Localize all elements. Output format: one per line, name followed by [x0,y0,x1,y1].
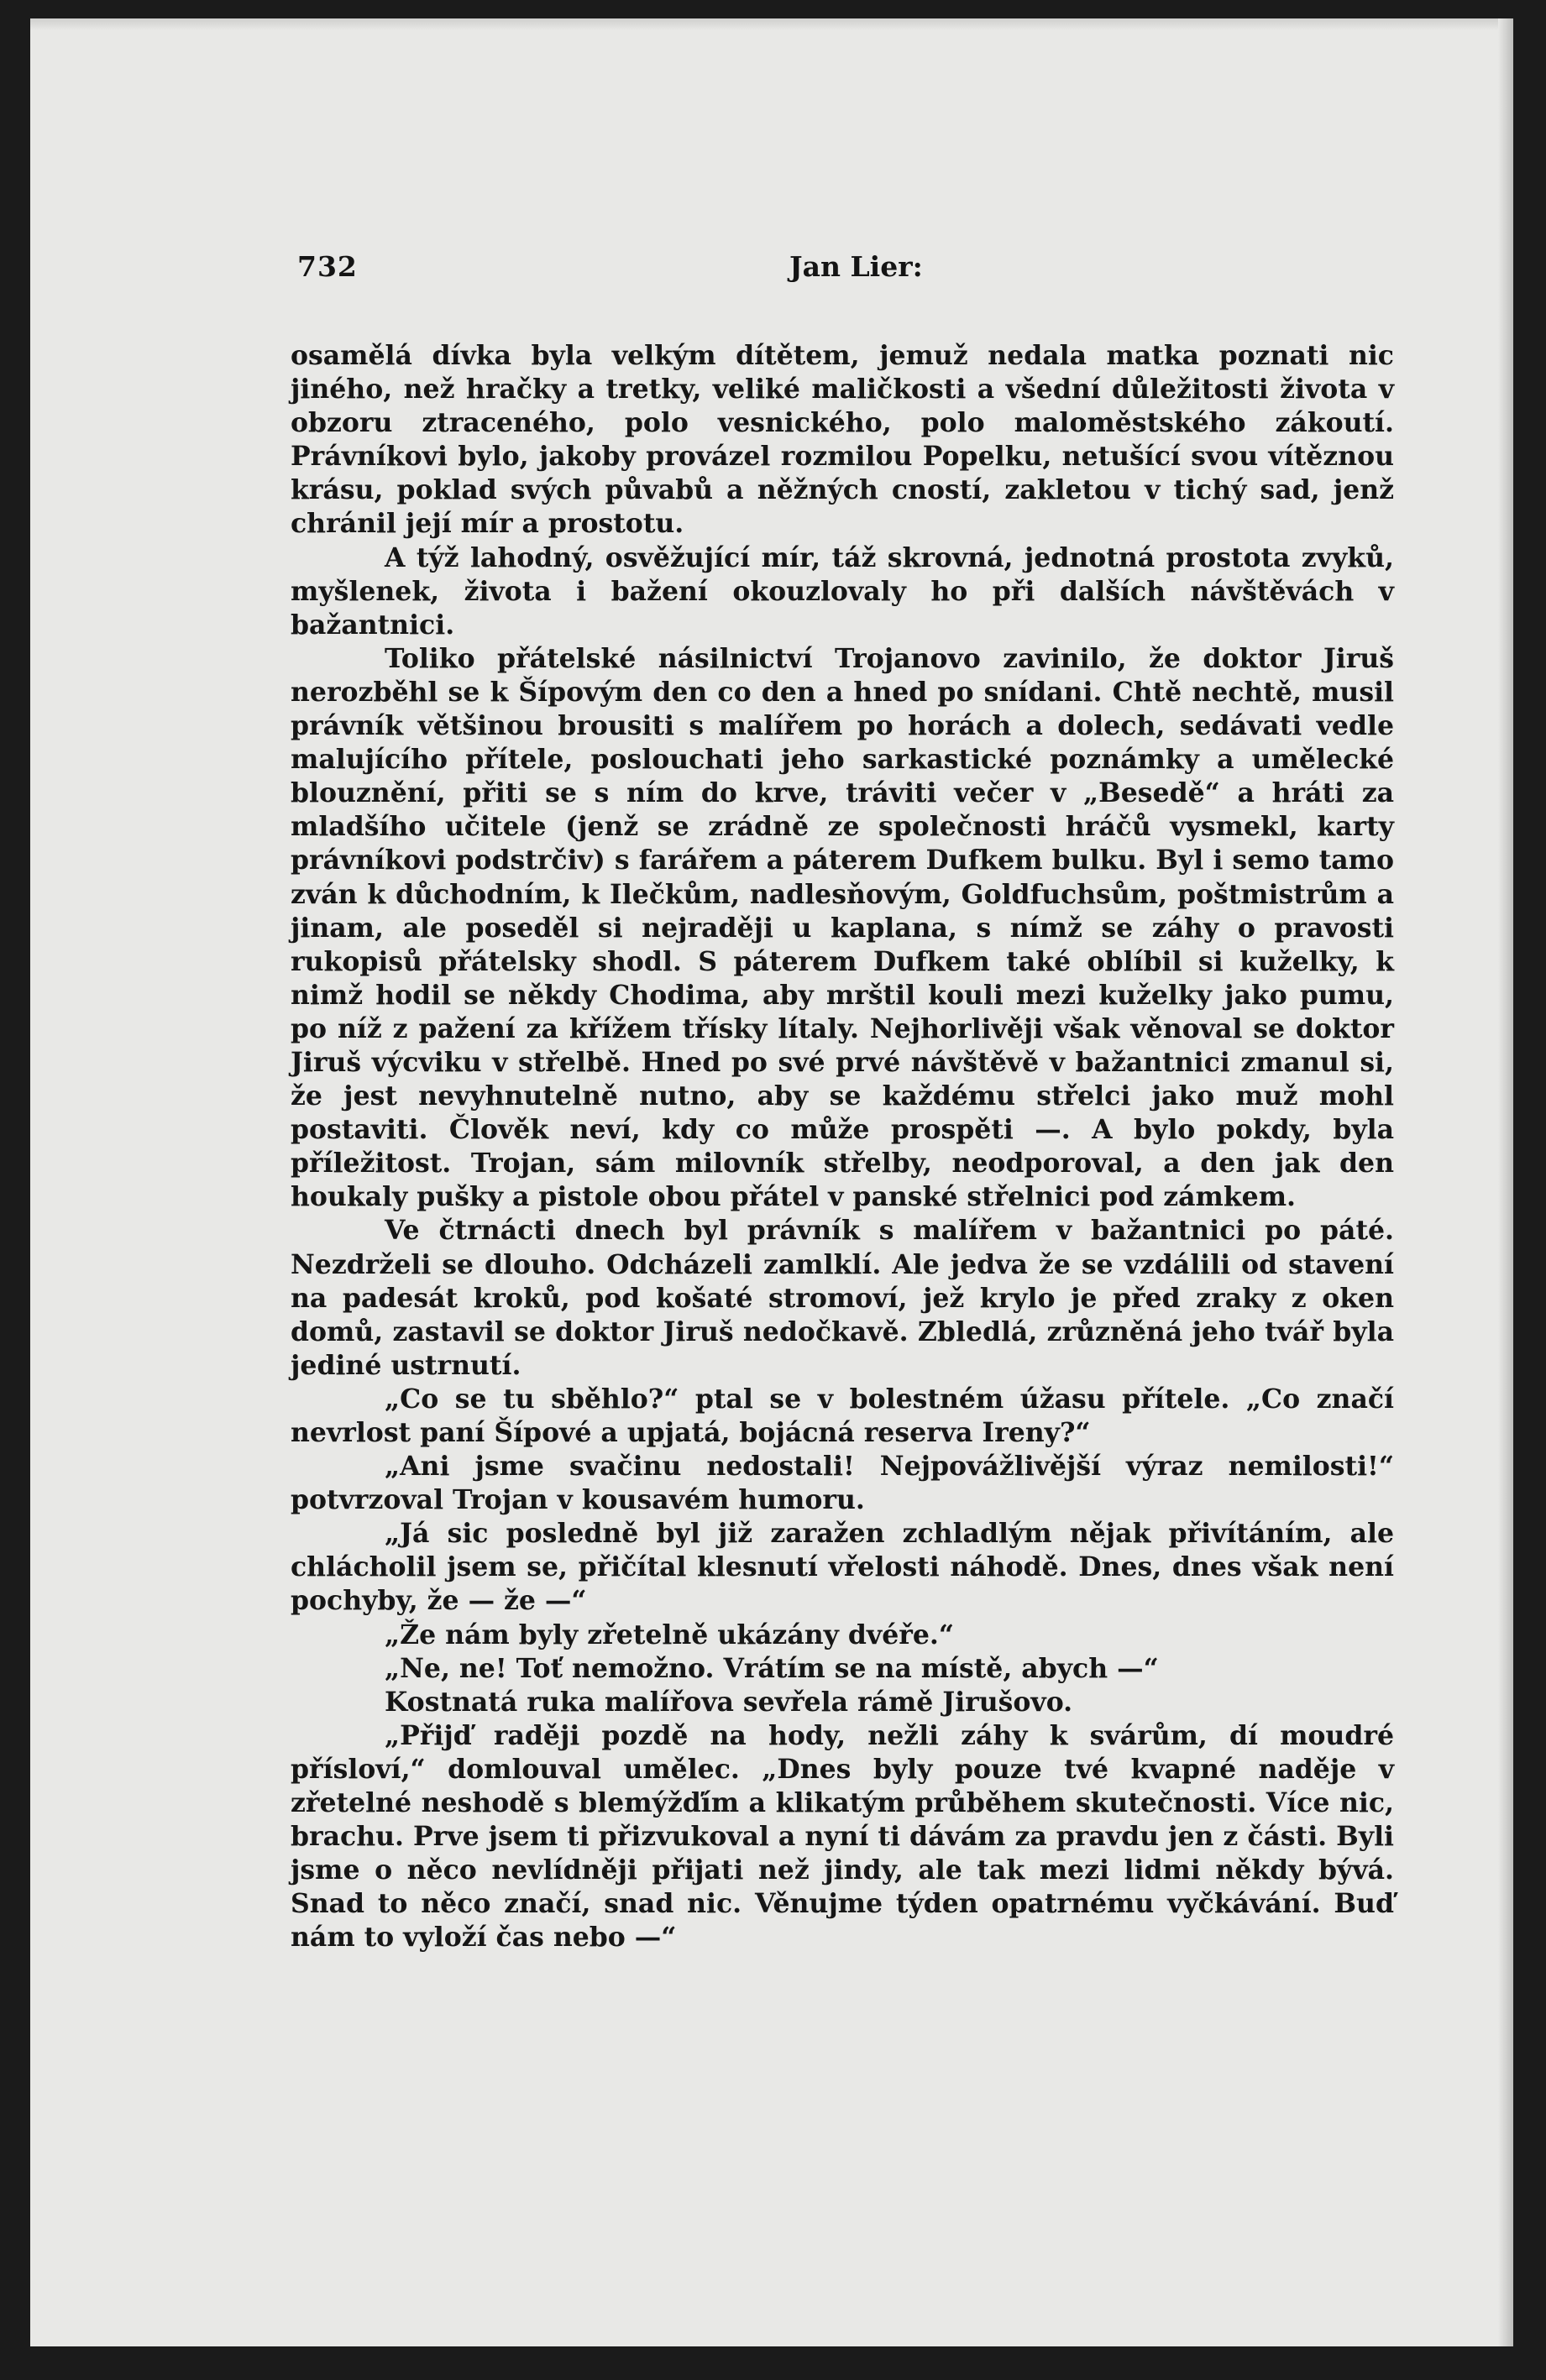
paragraph: „Já sic posledně byl již zaražen zchladlým nějak přivítáním, ale chlácholil jsem se, přičítal klesnutí vřelosti náhodě. Dnes, dnes však není pochyby, že — že —“ [291,1518,1394,1617]
paragraph: Toliko přátelské násilnictví Trojanovo zavinilo, že doktor Jiruš nerozběhl se k Šípovým den co den a hned po snídani. Chtě nechtě, musil právník většinou brousiti s malířem po horách a dolech, sedávati vedle malujícího přítele, poslouchati jeho sarkastické poznámky a umělecké blouznění, přiti se s ním do krve, tráviti večer v „Besedě“ a hráti za mladšího učitele (jenž se zrádně ze společnosti hráčů vysmekl, karty právníkovi podstrčiv) s farářem a páterem Dufkem bulku. Byl i semo tamo zván k důchodním, k Ilečkům, nadlesňovým, Goldfuchsům, poštmistrům a jinam, ale poseděl si nejraději u kaplana, s nímž se záhy o pravosti rukopisů přátelsky shodl. S páterem Dufkem také oblíbil si kuželky, k nimž hodil se někdy Chodima, aby mrštil kouli mezi kuželky jako pumu, po níž z pažení za křížem třísky lítaly. Nejhorlivěji však věnoval se doktor Jiruš výcviku v střelbě. Hned po své prvé návštěvě v bažantnici zmanul si, že jest nevyhnutelně nutno, aby se každému střelci jako muž mohl postaviti. Člověk neví, kdy co může prospěti —. A bylo pokdy, byla příležitost. Trojan, sám milovník střelby, neodporoval, a den jak den houkaly pušky a pistole obou přátel v panské střelnici pod zámkem. [291,642,1394,1213]
paragraph: „Že nám byly zřetelně ukázány dvéře.“ [385,1619,954,1650]
body-text [291,339,1394,1955]
paragraph: „Ne, ne! Toť nemožno. Vrátím se na místě, abych —“ [385,1652,1159,1684]
paragraph: Kostnatá ruka malířova sevřela rámě Jirušovo. [385,1686,1073,1718]
page-header [297,250,1473,292]
paragraph: osamělá dívka byla velkým dítětem, jemuž nedala matka poznati nic jiného, než hračky a tretky, veliké maličkosti a všední důležitosti života v obzoru ztraceného, polo vesnického, polo maloměstského zákoutí. Právníkovi bylo, jakoby provázel rozmilou Popelku, netušící svou vítěznou krásu, poklad svých půvabů a něžných cností, zakletou v tichý sad, jenž chránil její mír a prostotu. [291,340,1394,540]
paragraph: Ve čtrnácti dnech byl právník s malířem v bažantnici po páté. Nezdrželi se dlouho. Odcházeli zamlklí. Ale jedva že se vzdálili od stavení na padesát kroků, pod košaté stromoví, jež krylo je před zraky z oken domů, zastavil se doktor Jiruš nedočkavě. Zbledlá, zrůzněná jeho tvář byla jediné ustrnutí. [291,1215,1394,1381]
running-title: Jan Lier: [789,250,923,283]
page-number: 732 [297,250,358,283]
paragraph: A týž lahodný, osvěžující mír, táž skrovná, jednotná prostota zvyků, myšlenek, života i bažení okouzlovaly ho při dalších návštěvách v bažantnici. [291,541,1394,641]
book-page [30,18,1513,2346]
paragraph: „Ani jsme svačinu nedostali! Nejpovážlivější výraz nemilosti!“ potvrzoval Trojan v kousavém humoru. [291,1451,1394,1516]
paragraph: „Přijď raději pozdě na hody, nežli záhy k svárům, dí moudré přísloví,“ domlouval umělec. „Dnes byly pouze tvé kvapné naděje v zřetelné neshodě s blemýžďím a klikatým průběhem skutečnosti. Více nic, brachu. Prve jsem ti přizvukoval a nyní ti dávám za pravdu jen z části. Byli jsme o něco nevlídněji přijati než jindy, ale tak mezi lidmi někdy bývá. Snad to něco značí, snad nic. Věnujme týden opatrnému vyčkávání. Buď nám to vyloží čas nebo —“ [291,1719,1394,1954]
paragraph: „Co se tu sběhlo?“ ptal se v bolestném úžasu přítele. „Co značí nevrlost paní Šípové a upjatá, bojácná reserva Ireny?“ [291,1383,1394,1448]
